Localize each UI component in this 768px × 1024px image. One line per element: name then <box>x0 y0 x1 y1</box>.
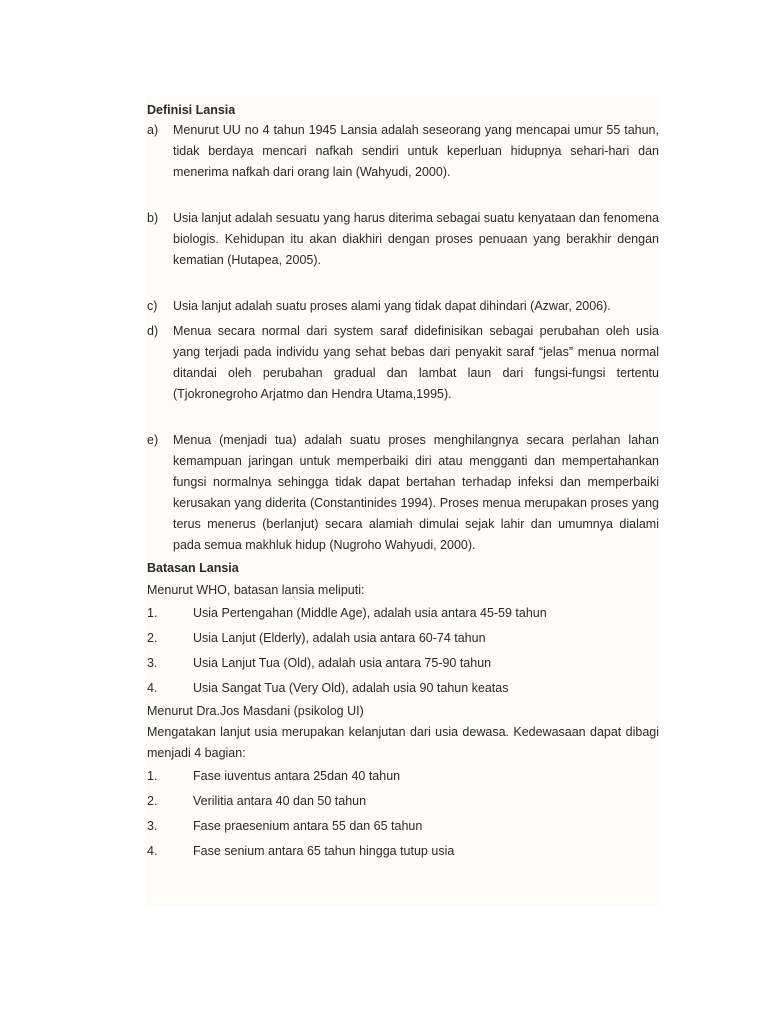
list-marker: 2. <box>147 794 158 808</box>
list-marker: 1. <box>147 769 158 783</box>
list-marker: 4. <box>147 681 158 695</box>
definisi-item-b <box>147 208 659 271</box>
masdani-intro: Menurut Dra.Jos Masdani (psikolog UI) <box>147 704 364 718</box>
list-marker: 4. <box>147 844 158 858</box>
list-item-text: Usia Pertengahan (Middle Age), adalah usia antara 45-59 tahun <box>193 606 547 620</box>
list-marker: c) <box>147 299 158 313</box>
definisi-item-a <box>147 120 659 183</box>
list-item-text: Usia Lanjut Tua (Old), adalah usia antara 75-90 tahun <box>193 656 492 670</box>
list-item-text: Usia Lanjut (Elderly), adalah usia antara 60-74 tahun <box>193 631 486 645</box>
definisi-item-d <box>147 321 659 405</box>
document-content <box>147 100 659 864</box>
definisi-item-e <box>147 430 659 556</box>
who-item-2 <box>147 626 659 651</box>
list-marker: 2. <box>147 631 158 645</box>
list-marker: b) <box>147 211 159 225</box>
list-item-text: Menurut UU no 4 tahun 1945 Lansia adalah seseorang yang mencapai umur 55 tahun, tidak berdaya mencari nafkah sendiri untuk keperluan hidupnya sehari-hari dan menerima nafkah dari orang lain (Wahyudi, 2000). <box>173 123 659 179</box>
spacer <box>147 183 659 208</box>
spacer <box>147 405 659 430</box>
who-item-4 <box>147 676 659 701</box>
masdani-item-3 <box>147 814 659 839</box>
list-marker: 3. <box>147 819 158 833</box>
list-marker: 3. <box>147 656 158 670</box>
list-item-text: Menua secara normal dari system saraf didefinisikan sebagai perubahan oleh usia yang terjadi pada individu yang sehat bebas dari penyakit saraf “jelas” menua normal ditandai oleh perubahan gradual dan lambat laun dari fungsi-fungsi tertentu (Tjokronegroho Arjatmo dan Hendra Utama,1995). <box>173 324 659 401</box>
list-marker: d) <box>147 324 159 338</box>
list-item-text: Usia lanjut adalah suatu proses alami yang tidak dapat dihindari (Azwar, 2006). <box>173 299 611 313</box>
definisi-heading: Definisi Lansia <box>147 103 236 117</box>
masdani-item-2 <box>147 789 659 814</box>
list-item-text: Usia lanjut adalah sesuatu yang harus diterima sebagai suatu kenyataan dan fenomena biologis. Kehidupan itu akan diakhiri dengan proses penuaan yang berakhir dengan kematian (Hutapea, 2005). <box>173 211 659 267</box>
masdani-paragraph: Mengatakan lanjut usia merupakan kelanjutan dari usia dewasa. Kedewasaan dapat dibagi menjadi 4 bagian: <box>147 725 659 760</box>
list-item-text: Fase senium antara 65 tahun hingga tutup usia <box>193 844 455 858</box>
list-item-text: Menua (menjadi tua) adalah suatu proses menghilangnya secara perlahan lahan kemampuan jaringan untuk memperbaiki diri atau mengganti dan mempertahankan fungsi normalnya sehingga tidak dapat bertahan terhadap infeksi dan memperbaiki kerusakan yang diderita (Constantinides 1994). Proses menua merupakan proses yang terus menerus (berlanjut) secara alamiah dimulai sejak lahir dan umumnya dialami pada semua makhluk hidup (Nugroho Wahyudi, 2000). <box>173 433 659 552</box>
list-item-text: Usia Sangat Tua (Very Old), adalah usia 90 tahun keatas <box>193 681 509 695</box>
who-intro: Menurut WHO, batasan lansia meliputi: <box>147 583 365 597</box>
list-marker: a) <box>147 123 159 137</box>
spacer <box>147 271 659 296</box>
list-marker: 1. <box>147 606 158 620</box>
list-item-text: Fase iuventus antara 25dan 40 tahun <box>193 769 401 783</box>
batasan-heading: Batasan Lansia <box>147 561 239 575</box>
who-item-1 <box>147 601 659 626</box>
masdani-item-1 <box>147 764 659 789</box>
definisi-item-c <box>147 296 659 317</box>
list-marker: e) <box>147 433 159 447</box>
masdani-item-4 <box>147 839 659 864</box>
who-item-3 <box>147 651 659 676</box>
list-item-text: Verilitia antara 40 dan 50 tahun <box>193 794 367 808</box>
list-item-text: Fase praesenium antara 55 dan 65 tahun <box>193 819 423 833</box>
